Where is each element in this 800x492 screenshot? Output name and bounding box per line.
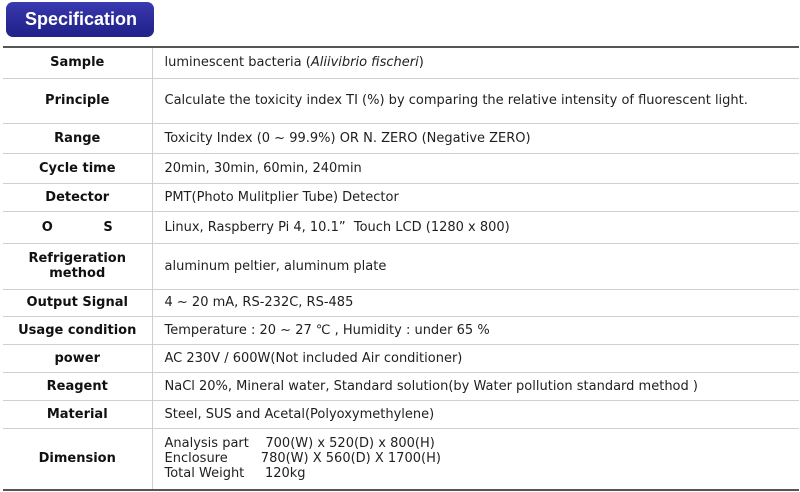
row-value-usage-condition: Temperature : 20 ~ 27 ℃ , Humidity : under 65 % [152, 316, 799, 344]
table-row [3, 316, 799, 344]
row-label-os [3, 211, 152, 243]
table-row [3, 123, 799, 153]
table-row [3, 344, 799, 372]
row-label-cycle-time: Cycle time [3, 153, 152, 183]
os-label-text: O S [41, 219, 113, 235]
sample-value-suffix: ) [418, 55, 424, 71]
table-row [3, 400, 799, 428]
row-value-reagent: NaCl 20%, Mineral water, Standard solution(by Water pollution standard method ) [152, 372, 799, 400]
row-label-detector: Detector [3, 183, 152, 211]
dimension-line-enclosure: Enclosure 780(W) X 560(D) X 1700(H) [164, 451, 441, 467]
row-label-power: power [3, 344, 152, 372]
row-value-power: AC 230V / 600W(Not included Air conditioner) [152, 344, 799, 372]
row-label-refrigeration-method: Refrigeration method [3, 243, 152, 289]
table-row [3, 428, 799, 490]
table-row [3, 211, 799, 243]
table-row [3, 243, 799, 289]
table-row [3, 183, 799, 211]
row-label-output-signal: Output Signal [3, 289, 152, 316]
row-label-usage-condition: Usage condition [3, 316, 152, 344]
table-row [3, 372, 799, 400]
row-value-detector: PMT(Photo Mulitplier Tube) Detector [152, 183, 799, 211]
table-row [3, 78, 799, 123]
specification-title-badge: Specification [6, 2, 154, 37]
row-label-reagent: Reagent [3, 372, 152, 400]
table-row [3, 153, 799, 183]
sample-species-name: Aliivibrio fischeri [310, 55, 419, 71]
row-value-dimension [152, 428, 799, 490]
row-label-dimension: Dimension [3, 428, 152, 490]
specification-table [3, 46, 799, 491]
dimension-line-analysis-part: Analysis part 700(W) x 520(D) x 800(H) [164, 436, 435, 452]
row-value-cycle-time: 20min, 30min, 60min, 240min [152, 153, 799, 183]
row-value-material: Steel, SUS and Acetal(Polyoxymethylene) [152, 400, 799, 428]
row-value-refrigeration-method: aluminum peltier, aluminum plate [152, 243, 799, 289]
table-row [3, 47, 799, 78]
row-value-sample [152, 47, 799, 78]
row-value-principle: Calculate the toxicity index TI (%) by comparing the relative intensity of fluorescent light. [152, 78, 799, 123]
row-label-principle: Principle [3, 78, 152, 123]
row-label-sample: Sample [3, 47, 152, 78]
row-value-os: Linux, Raspberry Pi 4, 10.1” Touch LCD (1280 x 800) [152, 211, 799, 243]
row-label-range: Range [3, 123, 152, 153]
sample-value-prefix: luminescent bacteria ( [164, 55, 311, 71]
row-label-material: Material [3, 400, 152, 428]
row-value-output-signal: 4 ~ 20 mA, RS-232C, RS-485 [152, 289, 799, 316]
dimension-line-total-weight: Total Weight 120kg [164, 466, 306, 482]
table-row [3, 289, 799, 316]
row-value-range: Toxicity Index (0 ~ 99.9%) OR N. ZERO (Negative ZERO) [152, 123, 799, 153]
